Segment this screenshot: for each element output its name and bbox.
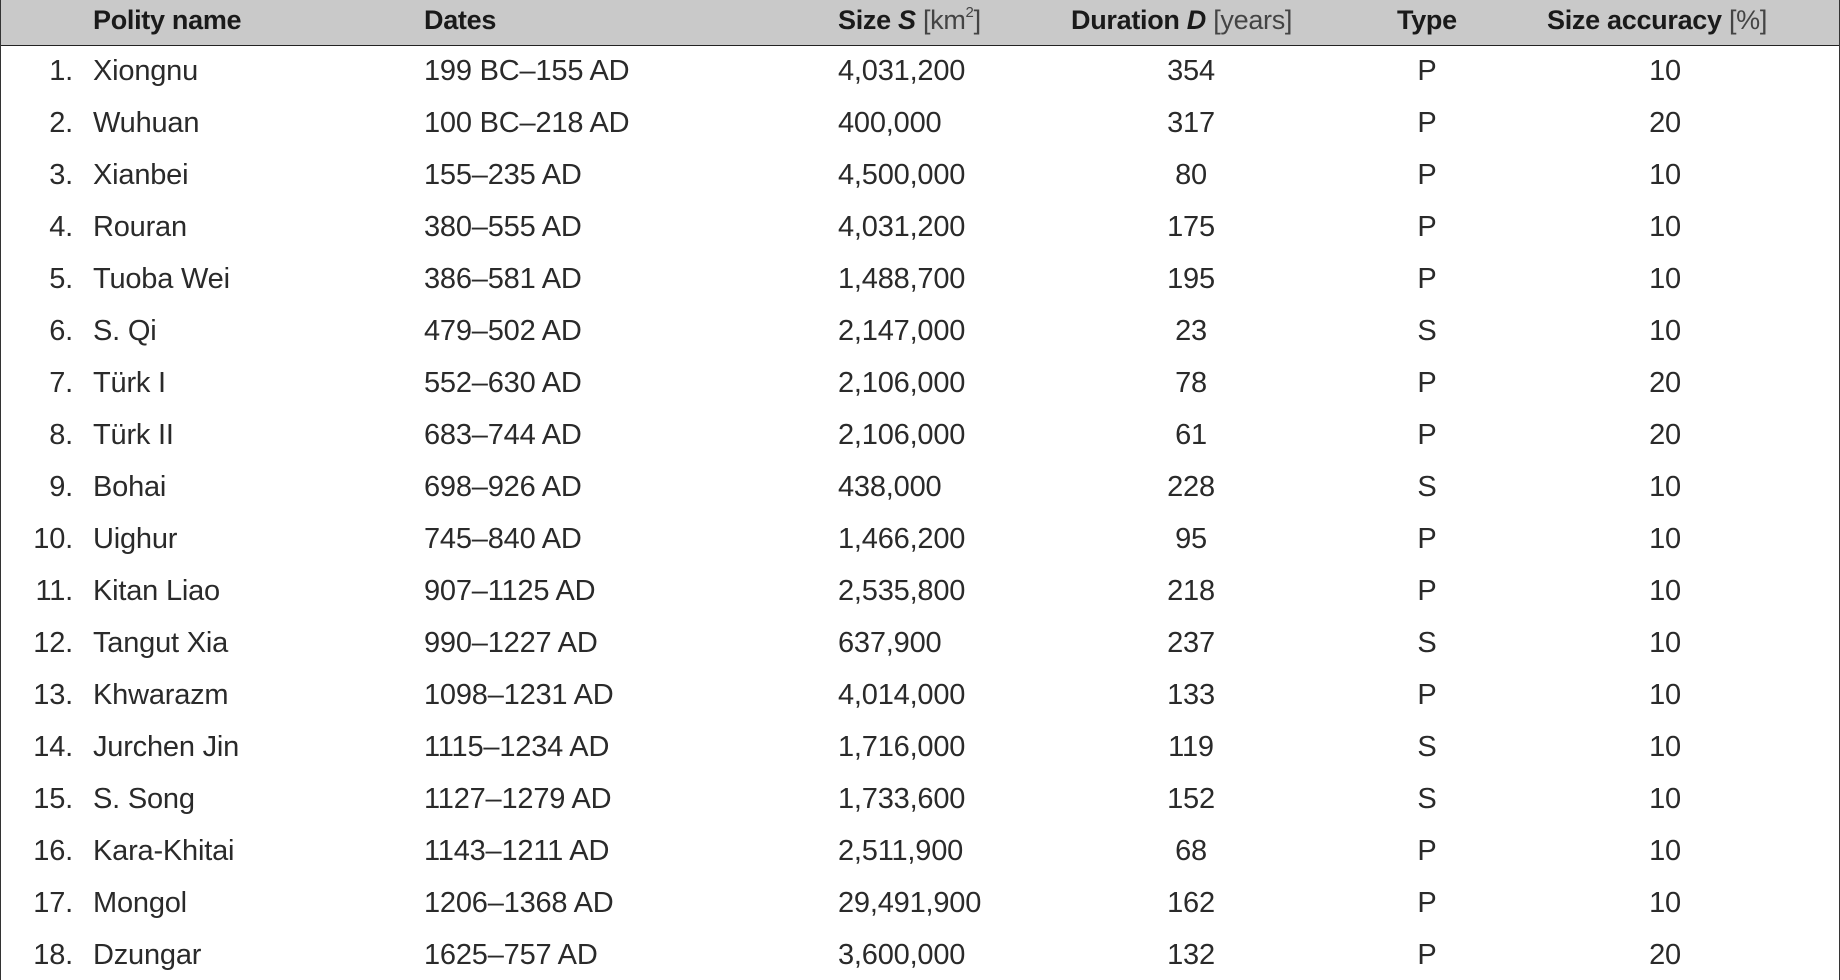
polity-type: P bbox=[1417, 679, 1437, 711]
size-accuracy: 10 bbox=[1649, 783, 1681, 815]
table-row bbox=[1, 202, 1839, 254]
polity-dates: 1098–1231 AD bbox=[424, 679, 614, 711]
polity-type: S bbox=[1417, 627, 1437, 659]
size-accuracy: 10 bbox=[1649, 315, 1681, 347]
row-number: 16. bbox=[33, 835, 73, 867]
header-size bbox=[838, 0, 981, 46]
polity-type: P bbox=[1417, 575, 1437, 607]
header-type: Type bbox=[1397, 5, 1457, 35]
polity-dates: 100 BC–218 AD bbox=[424, 107, 630, 139]
polity-size: 3,600,000 bbox=[838, 939, 966, 971]
row-number: 14. bbox=[33, 731, 73, 763]
polity-duration: 132 bbox=[1167, 939, 1215, 971]
polity-duration: 228 bbox=[1167, 471, 1215, 503]
polity-size: 4,014,000 bbox=[838, 679, 966, 711]
polity-name: Dzungar bbox=[93, 939, 202, 971]
polity-duration: 80 bbox=[1175, 159, 1207, 191]
size-accuracy: 20 bbox=[1649, 939, 1681, 971]
polity-duration: 175 bbox=[1167, 211, 1215, 243]
size-accuracy: 10 bbox=[1649, 55, 1681, 87]
size-accuracy: 10 bbox=[1649, 887, 1681, 919]
polity-name: Bohai bbox=[93, 471, 167, 503]
polity-name: Jurchen Jin bbox=[93, 731, 240, 763]
row-number: 17. bbox=[33, 887, 73, 919]
polity-name: Kara-Khitai bbox=[93, 835, 235, 867]
header-duration bbox=[1071, 0, 1292, 46]
table-row bbox=[1, 774, 1839, 826]
size-accuracy: 20 bbox=[1649, 367, 1681, 399]
size-accuracy: 10 bbox=[1649, 159, 1681, 191]
polity-duration: 119 bbox=[1168, 731, 1214, 763]
header-size-unit-pre: [km bbox=[915, 5, 966, 35]
table-row bbox=[1, 98, 1839, 150]
table-row bbox=[1, 722, 1839, 774]
size-accuracy: 10 bbox=[1649, 679, 1681, 711]
polity-dates: 552–630 AD bbox=[424, 367, 582, 399]
polity-size: 2,106,000 bbox=[838, 419, 966, 451]
polity-name: Tuoba Wei bbox=[93, 263, 230, 295]
polity-size: 4,500,000 bbox=[838, 159, 966, 191]
table-row bbox=[1, 514, 1839, 566]
header-size-label: Size bbox=[838, 5, 899, 35]
polity-name: Uighur bbox=[93, 523, 178, 555]
polity-dates: 1127–1279 AD bbox=[424, 783, 612, 815]
table-row bbox=[1, 46, 1839, 98]
polity-size: 438,000 bbox=[838, 471, 942, 503]
row-number: 15. bbox=[33, 783, 73, 815]
polity-type: P bbox=[1417, 367, 1437, 399]
table-row bbox=[1, 566, 1839, 618]
polity-dates: 1143–1211 AD bbox=[424, 835, 610, 867]
row-number: 4. bbox=[49, 211, 73, 243]
row-number: 1. bbox=[49, 55, 73, 87]
polity-duration: 195 bbox=[1167, 263, 1215, 295]
polity-name: S. Qi bbox=[93, 315, 157, 347]
polity-name: Türk II bbox=[93, 419, 174, 451]
size-accuracy: 10 bbox=[1649, 575, 1681, 607]
polity-size: 400,000 bbox=[838, 107, 942, 139]
size-accuracy: 10 bbox=[1649, 263, 1681, 295]
row-number: 12. bbox=[33, 627, 73, 659]
polity-duration: 354 bbox=[1167, 55, 1215, 87]
polity-dates: 683–744 AD bbox=[424, 419, 582, 451]
polity-dates: 155–235 AD bbox=[424, 159, 582, 191]
polity-dates: 907–1125 AD bbox=[424, 575, 596, 607]
polity-dates: 479–502 AD bbox=[424, 315, 582, 347]
row-number: 13. bbox=[33, 679, 73, 711]
polity-duration: 95 bbox=[1175, 523, 1207, 555]
polity-dates: 380–555 AD bbox=[424, 211, 582, 243]
table-row bbox=[1, 410, 1839, 462]
polity-duration: 237 bbox=[1167, 627, 1215, 659]
table-row bbox=[1, 670, 1839, 722]
polity-dates: 990–1227 AD bbox=[424, 627, 598, 659]
table-row bbox=[1, 826, 1839, 878]
table-row bbox=[1, 878, 1839, 930]
header-accuracy-unit: [%] bbox=[1728, 5, 1768, 35]
polity-size: 2,535,800 bbox=[838, 575, 966, 607]
header-size-var: S bbox=[898, 5, 916, 35]
header-dates: Dates bbox=[424, 5, 497, 35]
table-row bbox=[1, 306, 1839, 358]
polity-size: 4,031,200 bbox=[838, 211, 966, 243]
header-duration-unit: [years] bbox=[1206, 5, 1293, 35]
size-accuracy: 10 bbox=[1649, 523, 1681, 555]
table-row bbox=[1, 150, 1839, 202]
polity-dates: 1625–757 AD bbox=[424, 939, 598, 971]
polity-dates: 1206–1368 AD bbox=[424, 887, 614, 919]
polity-type: P bbox=[1417, 55, 1437, 87]
header-size-unit-post: ] bbox=[973, 5, 981, 35]
polity-type: P bbox=[1417, 523, 1437, 555]
size-accuracy: 10 bbox=[1649, 211, 1681, 243]
polity-size: 29,491,900 bbox=[838, 887, 982, 919]
size-accuracy: 10 bbox=[1649, 731, 1681, 763]
polity-type: S bbox=[1417, 471, 1437, 503]
polity-name: Mongol bbox=[93, 887, 187, 919]
polity-size: 1,466,200 bbox=[838, 523, 966, 555]
polity-type: S bbox=[1417, 315, 1437, 347]
row-number: 18. bbox=[33, 939, 73, 971]
size-accuracy: 10 bbox=[1649, 627, 1681, 659]
row-number: 5. bbox=[49, 263, 73, 295]
polity-name: Tangut Xia bbox=[93, 627, 229, 659]
polity-size: 2,106,000 bbox=[838, 367, 966, 399]
polity-name: Xiongnu bbox=[93, 55, 199, 87]
polity-type: P bbox=[1417, 263, 1437, 295]
polity-name: S. Song bbox=[93, 783, 195, 815]
polity-duration: 317 bbox=[1167, 107, 1215, 139]
header-duration-label: Duration bbox=[1071, 5, 1187, 35]
polity-name: Rouran bbox=[93, 211, 187, 243]
polity-dates: 1115–1234 AD bbox=[424, 731, 610, 763]
header-size-accuracy bbox=[1547, 0, 1767, 46]
polity-type: S bbox=[1417, 731, 1437, 763]
size-accuracy: 10 bbox=[1649, 471, 1681, 503]
size-accuracy: 20 bbox=[1649, 419, 1681, 451]
row-number: 2. bbox=[49, 107, 73, 139]
polity-size: 1,716,000 bbox=[838, 731, 966, 763]
table-row bbox=[1, 358, 1839, 410]
table-row bbox=[1, 618, 1839, 670]
row-number: 11. bbox=[35, 575, 73, 607]
polity-type: P bbox=[1417, 887, 1437, 919]
row-number: 6. bbox=[49, 315, 73, 347]
polity-type: P bbox=[1417, 107, 1437, 139]
polity-type: P bbox=[1417, 835, 1437, 867]
polity-dates: 698–926 AD bbox=[424, 471, 582, 503]
polity-size: 1,733,600 bbox=[838, 783, 966, 815]
polity-size: 2,511,900 bbox=[838, 835, 964, 867]
size-accuracy: 10 bbox=[1649, 835, 1681, 867]
polity-type: P bbox=[1417, 211, 1437, 243]
polity-size: 2,147,000 bbox=[838, 315, 966, 347]
table-row bbox=[1, 462, 1839, 514]
polity-duration: 23 bbox=[1175, 315, 1207, 347]
polity-type: P bbox=[1417, 159, 1437, 191]
polity-type: P bbox=[1417, 419, 1437, 451]
polity-duration: 152 bbox=[1167, 783, 1215, 815]
row-number: 9. bbox=[49, 471, 73, 503]
polity-name: Türk I bbox=[93, 367, 166, 399]
polity-duration: 78 bbox=[1175, 367, 1207, 399]
polity-dates: 199 BC–155 AD bbox=[424, 55, 630, 87]
header-size-unit bbox=[916, 5, 981, 35]
polity-name: Kitan Liao bbox=[93, 575, 220, 607]
row-number: 8. bbox=[49, 419, 73, 451]
polity-name: Wuhuan bbox=[93, 107, 200, 139]
polity-duration: 61 bbox=[1175, 419, 1207, 451]
table-header bbox=[1, 0, 1839, 46]
polity-size: 637,900 bbox=[838, 627, 942, 659]
polity-name: Khwarazm bbox=[93, 679, 229, 711]
header-accuracy-label: Size accuracy bbox=[1547, 5, 1729, 35]
polity-type: S bbox=[1417, 783, 1437, 815]
header-size-unit-sup: 2 bbox=[965, 4, 974, 21]
polity-type: P bbox=[1417, 939, 1437, 971]
row-number: 3. bbox=[49, 159, 73, 191]
polity-dates: 745–840 AD bbox=[424, 523, 582, 555]
polity-size: 4,031,200 bbox=[838, 55, 966, 87]
polity-duration: 162 bbox=[1167, 887, 1215, 919]
table-row bbox=[1, 254, 1839, 306]
size-accuracy: 20 bbox=[1649, 107, 1681, 139]
polity-name: Xianbei bbox=[93, 159, 189, 191]
header-polity-name: Polity name bbox=[93, 5, 242, 35]
polity-duration: 68 bbox=[1175, 835, 1207, 867]
polity-duration: 133 bbox=[1167, 679, 1215, 711]
polity-size: 1,488,700 bbox=[838, 263, 966, 295]
header-duration-var: D bbox=[1186, 5, 1206, 35]
table-row bbox=[1, 930, 1839, 980]
polity-duration: 218 bbox=[1167, 575, 1215, 607]
polity-dates: 386–581 AD bbox=[424, 263, 582, 295]
row-number: 10. bbox=[33, 523, 73, 555]
row-number: 7. bbox=[49, 367, 73, 399]
table-body bbox=[1, 46, 1839, 980]
